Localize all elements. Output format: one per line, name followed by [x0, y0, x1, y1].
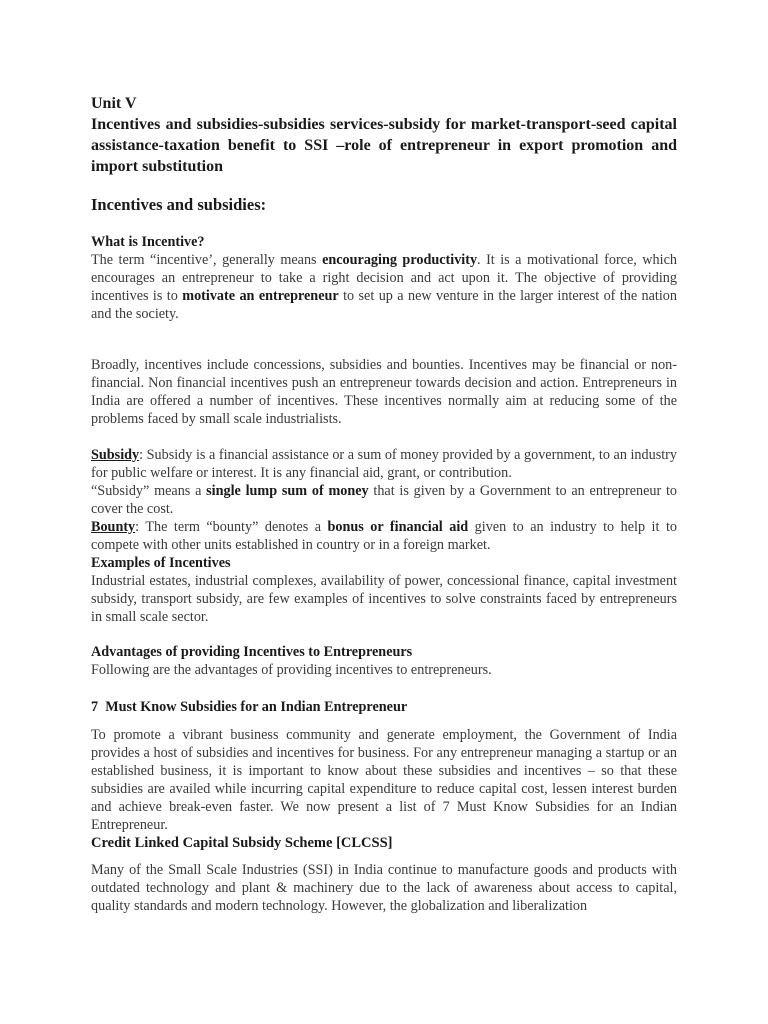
- section-heading-block: [91, 195, 677, 215]
- what-is-incentive-block: [91, 233, 677, 323]
- must-know-heading: 7 Must Know Subsidies for an Indian Entrepreneur: [91, 699, 408, 715]
- subsidy-block: [91, 446, 677, 626]
- examples-heading: Examples of Incentives: [91, 555, 231, 571]
- subsidy-paragraph: Subsidy: Subsidy is a financial assistance or a sum of money provided by a government, to an industry for public welfare or interest. It is any financial aid, grant, or contribution.: [91, 447, 677, 481]
- must-know-block: [91, 726, 677, 852]
- broadly-block: [91, 356, 677, 428]
- unit-heading-block: [91, 94, 677, 177]
- broadly-paragraph: Broadly, incentives include concessions, subsidies and bounties. Incentives may be financial or non-financial. Non financial incentives push an entrepreneur towards decision and action. Entrepreneurs in India are offered a number of incentives. These incentives normally aim at reducing some of the problems faced by small scale industrialists.: [91, 357, 677, 427]
- subsidy-meaning-paragraph: “Subsidy” means a single lump sum of money that is given by a Government to an entrepreneur to cover the cost.: [91, 483, 677, 517]
- clcss-heading: Credit Linked Capital Subsidy Scheme [CLCSS]: [91, 835, 393, 851]
- advantages-paragraph: Following are the advantages of providing incentives to entrepreneurs.: [91, 662, 492, 678]
- incentive-definition: The term “incentive’, generally means encouraging productivity. It is a motivational force, which encourages an entrepreneur to take a right decision and act upon it. The objective of providing incentives is to motivate an entrepreneur to set up a new venture in the larger interest of the nation and the society.: [91, 252, 677, 322]
- bounty-paragraph: Bounty: The term “bounty” denotes a bonus or financial aid given to an industry to help it to compete with other units established in country or in a foreign market.: [91, 519, 677, 553]
- unit-heading: Unit V: [91, 95, 137, 112]
- what-is-incentive-heading: What is Incentive?: [91, 234, 205, 250]
- section-heading: Incentives and subsidies:: [91, 195, 267, 214]
- unit-title: Incentives and subsidies-subsidies services-subsidy for market-transport-seed capital assistance-taxation benefit to SSI –role of entrepreneur in export promotion and import substitution: [91, 116, 677, 175]
- advantages-block: [91, 643, 677, 679]
- clcss-paragraph: Many of the Small Scale Industries (SSI) in India continue to manufacture goods and products with outdated technology and plant & machinery due to the lack of awareness about access to capital, quality standards and modern technology. However, the globalization and liberalization: [91, 862, 677, 914]
- advantages-heading: Advantages of providing Incentives to Entrepreneurs: [91, 644, 413, 660]
- clcss-block: [91, 861, 677, 915]
- examples-paragraph: Industrial estates, industrial complexes, availability of power, concessional finance, capital investment subsidy, transport subsidy, are few examples of incentives to solve constraints faced by entrepreneurs in small scale sector.: [91, 573, 677, 625]
- must-know-paragraph: To promote a vibrant business community and generate employment, the Government of India provides a host of subsidies and incentives for business. For any entrepreneur managing a startup or an established business, it is important to know about these subsidies and incentives – so that these subsidies are availed while incurring capital expenditure to reduce capital cost, lessen interest burden and achieve break-even faster. We now present a list of 7 Must Know Subsidies for an Indian Entrepreneur.: [91, 727, 677, 833]
- must-know-heading-block: [91, 698, 677, 716]
